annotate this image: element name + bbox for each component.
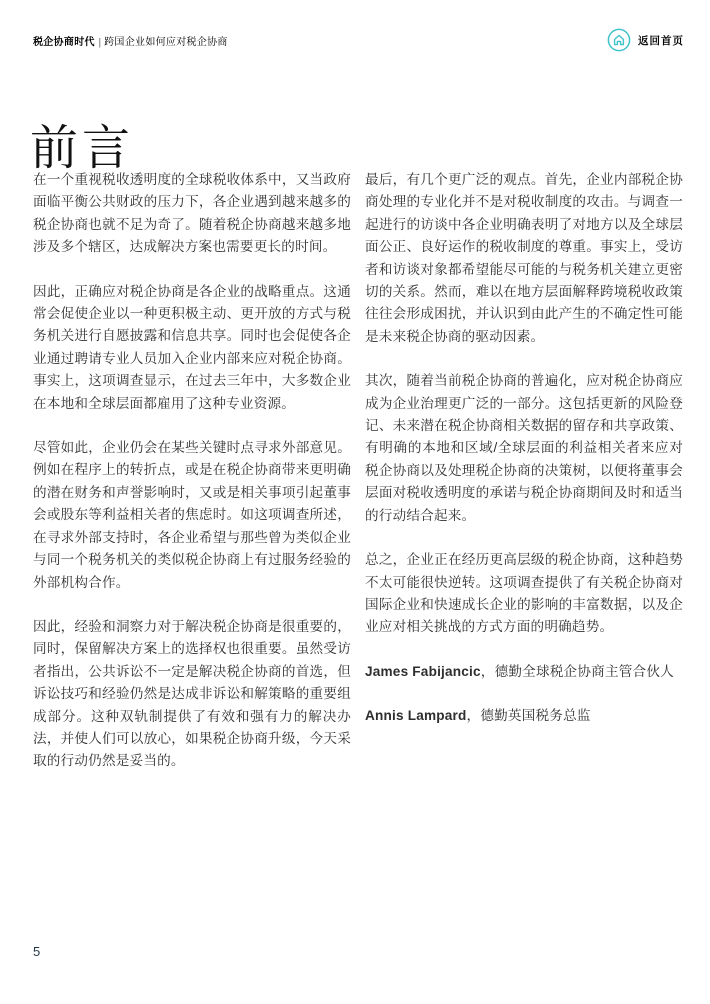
- page-title: 前言: [30, 122, 135, 176]
- report-subtitle: 跨国企业如何应对税企协商: [104, 36, 228, 48]
- page-header: [33, 28, 684, 52]
- signature-line: [365, 705, 683, 727]
- right-column: [365, 169, 683, 795]
- signature-name: Annis Lampard: [365, 708, 467, 724]
- body-content: [33, 169, 683, 795]
- signature-line: [365, 661, 683, 683]
- signature-name: James Fabijancic: [365, 663, 481, 679]
- home-icon: [607, 28, 631, 52]
- page-number: 5: [33, 944, 41, 959]
- paragraph: 在一个重视税收透明度的全球税收体系中，又当政府面临平衡公共财政的压力下，各企业遇到越来越多的税企协商也就不足为奇了。随着税企协商越来越多地涉及多个辖区，达成解决方案也需要更长的时间。: [33, 172, 351, 255]
- signature-role: ，德勤全球税企协商主管合伙人: [480, 663, 674, 679]
- signatures: [365, 661, 683, 728]
- paragraph: 总之，企业正在经历更高层级的税企协商，这种趋势不太可能很快逆转。这项调查提供了有关税企协商对国际企业和快速成长企业的影响的丰富数据，以及企业应对相关挑战的方式方面的明确趋势。: [365, 552, 683, 635]
- left-column: [33, 169, 351, 795]
- paragraph: 最后，有几个更广泛的观点。首先，企业内部税企协商处理的专业化并不是对税收制度的攻击。与调查一起进行的访谈中各企业明确表明了对地方以及全球层面公正、良好运作的税收制度的尊重。事实上，受访者和访谈对象都希望能尽可能的与税务机关建立更密切的关系。然而，难以在地方层面解释跨境税收政策往往会形成困扰，并认识到由此产生的不确定性可能是未来税企协商的驱动因素。: [365, 172, 683, 344]
- paragraph: 因此，经验和洞察力对于解决税企协商是很重要的，同时，保留解决方案上的选择权也很重要。虽然受访者指出，公共诉讼不一定是解决税企协商的首选，但诉讼技巧和经验仍然是达成非诉讼和解策略的重要组成部分。这种双轨制提供了有效和强有力的解决办法，并使人们可以放心，如果税企协商升级，今天采取的行动仍然是妥当的。: [33, 618, 351, 769]
- paragraph: 其次，随着当前税企协商的普遍化，应对税企协商应成为企业治理更广泛的一部分。这包括更新的风险登记、未来潜在税企协商相关数据的留存和共享政策、有明确的本地和区域/全球层面的利益相关者来应对税企协商以及处理税企协商的决策树，以便将董事会层面对税收透明度的承诺与税企协商期间及时和适当的行动结合起来。: [365, 373, 683, 523]
- back-to-home-label: 返回首页: [638, 34, 684, 47]
- paragraph: 尽管如此，企业仍会在某些关键时点寻求外部意见。例如在程序上的转折点，或是在税企协商带来更明确的潜在财务和声誉影响时，又或是相关事项引起董事会或股东等利益相关者的焦虑时。如这项调查所述，在寻求外部支持时，各企业希望与那些曾为类似企业与同一个税务机关的类似税企协商上有过服务经验的外部机构合作。: [33, 440, 351, 590]
- report-breadcrumb: [33, 33, 228, 48]
- breadcrumb-separator: |: [98, 36, 102, 48]
- paragraph: 因此，正确应对税企协商是各企业的战略重点。这通常会促使企业以一种更积极主动、更开放的方式与税务机关进行自愿披露和信息共享。同时也会促使各企业通过聘请专业人员加入企业内部来应对税企协商。事实上，这项调查显示，在过去三年中，大多数企业在本地和全球层面都雇用了这种专业资源。: [33, 283, 351, 411]
- signature-role: ，德勤英国税务总监: [466, 708, 591, 724]
- back-to-home-button[interactable]: [607, 28, 684, 52]
- report-title: 税企协商时代: [33, 36, 95, 48]
